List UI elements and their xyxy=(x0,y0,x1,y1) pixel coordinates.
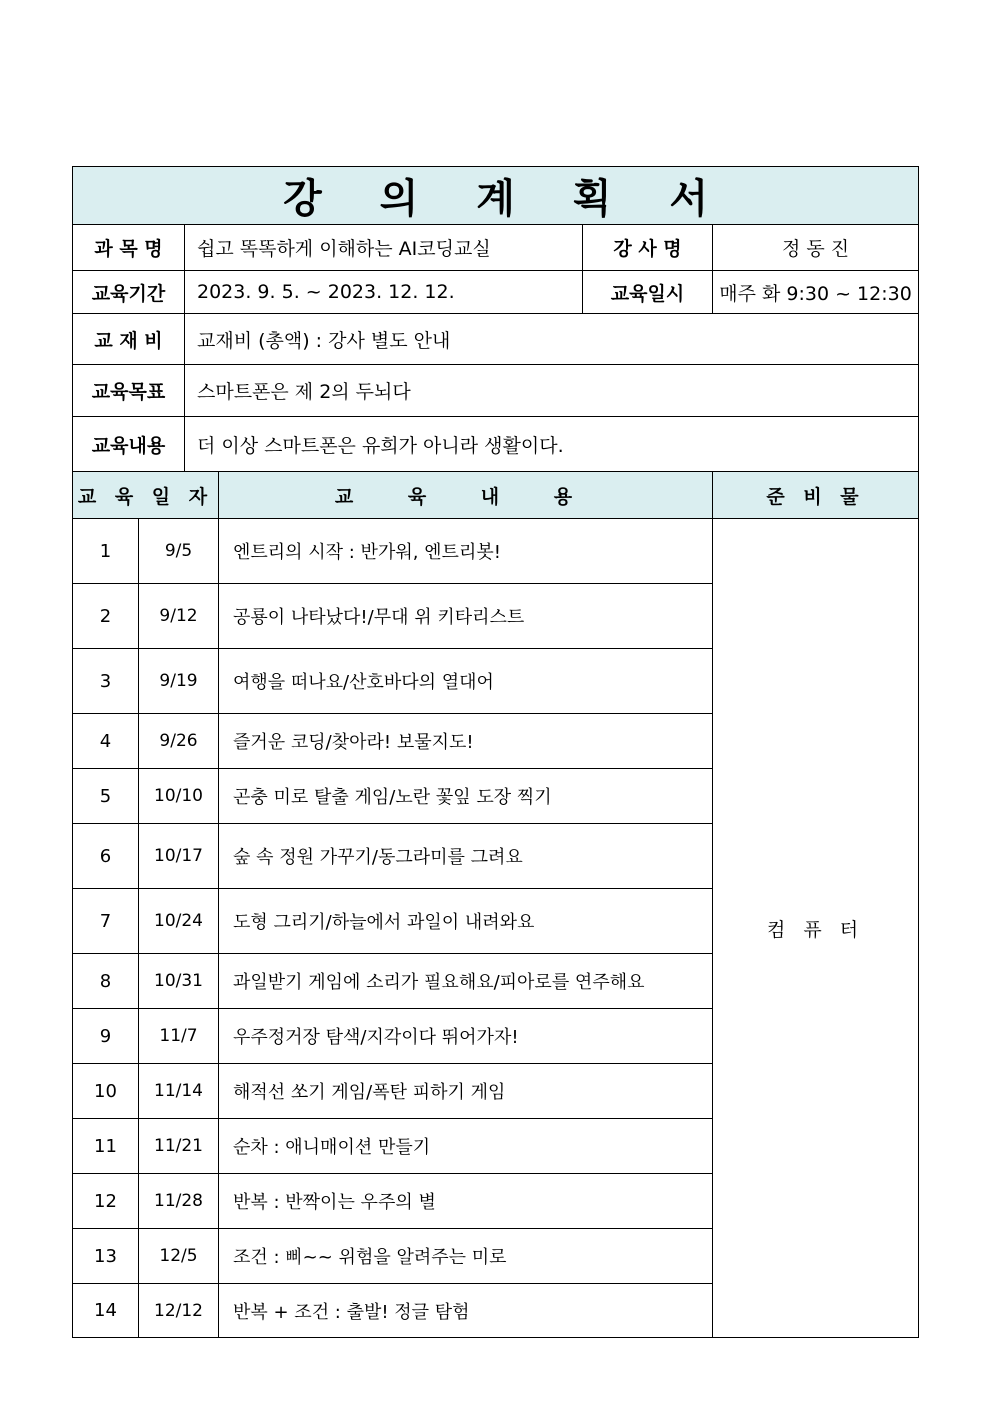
lecture-plan-table xyxy=(72,166,919,1338)
schedule-label: 교육일시 xyxy=(583,271,713,314)
session-date: 9/5 xyxy=(139,519,219,584)
session-topic: 조건 : 삐~~ 위험을 알려주는 미로 xyxy=(219,1229,713,1284)
schedule-rows xyxy=(73,519,919,1338)
goal-label: 교육목표 xyxy=(73,365,185,417)
material-value: 교재비 (총액) : 강사 별도 안내 xyxy=(185,314,919,365)
prep-header: 준 비 물 xyxy=(713,472,919,519)
session-date: 12/12 xyxy=(139,1284,219,1338)
session-date: 11/28 xyxy=(139,1174,219,1229)
session-date: 9/19 xyxy=(139,649,219,714)
session-date: 10/24 xyxy=(139,889,219,954)
table-row xyxy=(73,519,919,584)
session-number: 9 xyxy=(73,1009,139,1064)
session-topic: 엔트리의 시작 : 반가워, 엔트리봇! xyxy=(219,519,713,584)
document-title: 강 의 계 획 서 xyxy=(73,167,919,225)
session-number: 14 xyxy=(73,1284,139,1338)
session-number: 13 xyxy=(73,1229,139,1284)
session-date: 11/14 xyxy=(139,1064,219,1119)
session-number: 4 xyxy=(73,714,139,769)
period-label: 교육기간 xyxy=(73,271,185,314)
session-topic: 반복 + 조건 : 출발! 정글 탐험 xyxy=(219,1284,713,1338)
session-topic: 숲 속 정원 가꾸기/동그라미를 그려요 xyxy=(219,824,713,889)
instructor-value: 정 동 진 xyxy=(713,225,919,271)
session-topic: 과일받기 게임에 소리가 필요해요/피아로를 연주해요 xyxy=(219,954,713,1009)
goal-value: 스마트폰은 제 2의 두뇌다 xyxy=(185,365,919,417)
session-number: 10 xyxy=(73,1064,139,1119)
session-number: 11 xyxy=(73,1119,139,1174)
session-topic: 도형 그리기/하늘에서 과일이 내려와요 xyxy=(219,889,713,954)
session-date: 11/21 xyxy=(139,1119,219,1174)
period-value: 2023. 9. 5. ~ 2023. 12. 12. xyxy=(185,271,583,314)
session-number: 6 xyxy=(73,824,139,889)
session-topic: 즐거운 코딩/찾아라! 보물지도! xyxy=(219,714,713,769)
session-number: 12 xyxy=(73,1174,139,1229)
session-topic: 순차 : 애니매이션 만들기 xyxy=(219,1119,713,1174)
session-date: 12/5 xyxy=(139,1229,219,1284)
session-date: 9/12 xyxy=(139,584,219,649)
session-date: 9/26 xyxy=(139,714,219,769)
schedule-value: 매주 화 9:30 ~ 12:30 xyxy=(713,271,919,314)
prep-value: 컴 퓨 터 xyxy=(713,519,919,1338)
content-label: 교육내용 xyxy=(73,417,185,472)
session-topic: 반복 : 반짝이는 우주의 별 xyxy=(219,1174,713,1229)
session-topic: 공룡이 나타났다!/무대 위 키타리스트 xyxy=(219,584,713,649)
session-topic: 해적선 쏘기 게임/폭탄 피하기 게임 xyxy=(219,1064,713,1119)
session-number: 1 xyxy=(73,519,139,584)
session-number: 8 xyxy=(73,954,139,1009)
content-header: 교 육 내 용 xyxy=(219,472,713,519)
course-value: 쉽고 똑똑하게 이해하는 AI코딩교실 xyxy=(185,225,583,271)
session-number: 3 xyxy=(73,649,139,714)
session-topic: 우주정거장 탐색/지각이다 뛰어가자! xyxy=(219,1009,713,1064)
session-number: 2 xyxy=(73,584,139,649)
lecture-plan-sheet xyxy=(72,166,918,1338)
course-label: 과 목 명 xyxy=(73,225,185,271)
content-value: 더 이상 스마트폰은 유희가 아니라 생활이다. xyxy=(185,417,919,472)
session-topic: 여행을 떠나요/산호바다의 열대어 xyxy=(219,649,713,714)
date-header: 교 육 일 자 xyxy=(73,472,219,519)
session-number: 5 xyxy=(73,769,139,824)
session-date: 10/31 xyxy=(139,954,219,1009)
session-number: 7 xyxy=(73,889,139,954)
instructor-label: 강 사 명 xyxy=(583,225,713,271)
session-date: 10/10 xyxy=(139,769,219,824)
session-topic: 곤충 미로 탈출 게임/노란 꽃잎 도장 찍기 xyxy=(219,769,713,824)
session-date: 10/17 xyxy=(139,824,219,889)
material-label: 교 재 비 xyxy=(73,314,185,365)
session-date: 11/7 xyxy=(139,1009,219,1064)
